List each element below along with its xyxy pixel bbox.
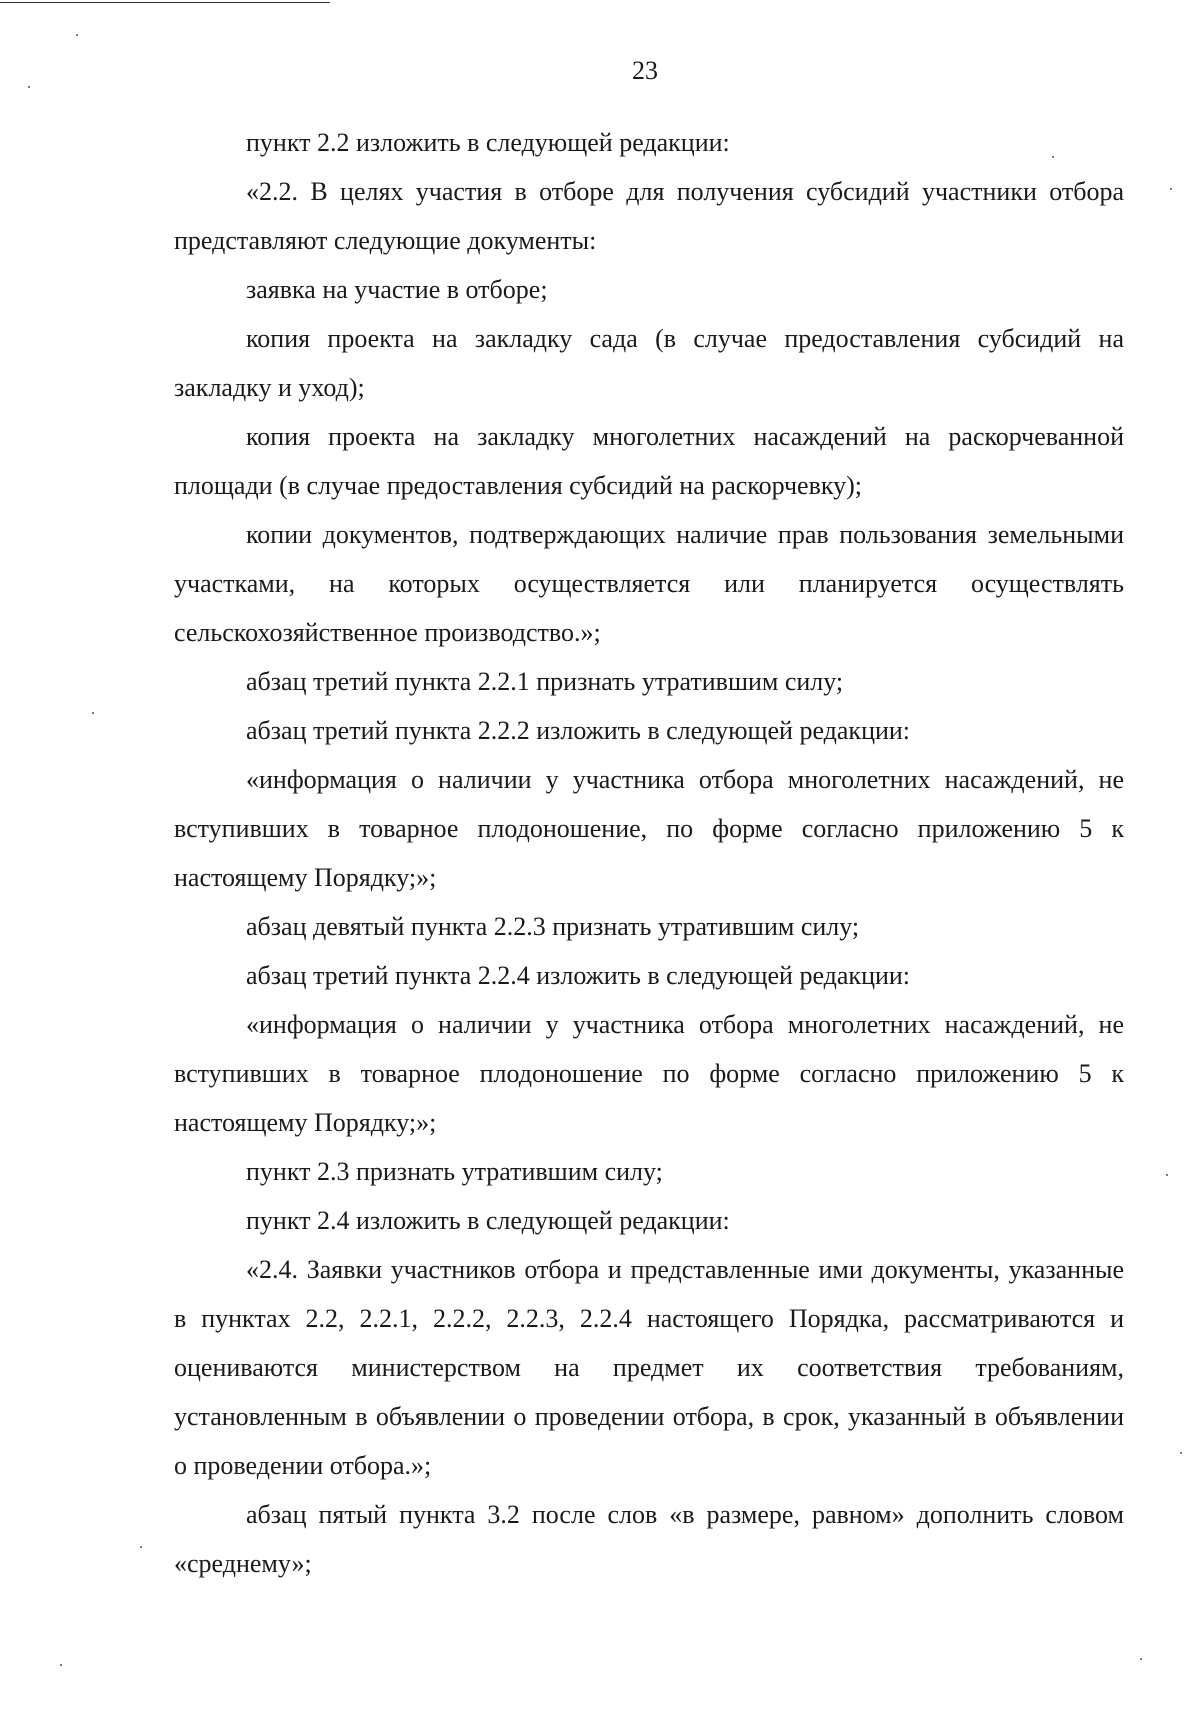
paragraph: заявка на участие в отборе; <box>246 275 548 304</box>
page-number: 23 <box>632 56 658 85</box>
paragraph: абзац третий пункта 2.2.1 признать утратившим силу; <box>246 667 844 696</box>
paragraph: абзац девятый пункта 2.2.3 признать утратившим силу; <box>246 912 860 941</box>
paragraph: абзац пятый пункта 3.2 после слов «в размере, равном» дополнить словом «среднему»; <box>174 1500 1124 1578</box>
scan-speck <box>140 1546 142 1548</box>
scan-speck <box>60 1664 62 1666</box>
paragraph: «информация о наличии у участника отбора многолетних насаждений, не вступивших в товарное плодоношение, по форме согласно приложению 5 к настоящему Порядку;»; <box>174 765 1124 892</box>
scan-speck <box>1170 188 1172 190</box>
paragraph: абзац третий пункта 2.2.4 изложить в следующей редакции: <box>246 961 911 990</box>
paragraph: «2.4. Заявки участников отбора и представленные ими документы, указанные в пунктах 2.2, 2.2.1, 2.2.2, 2.2.3, 2.2.4 настоящего Порядка, рассматриваются и оцениваются министерством на предмет их соответствия требованиям, установленным в объявлении о проведении отбора, в срок, указанный в объявлении о проведении отбора.»; <box>174 1255 1124 1480</box>
paragraph: «2.2. В целях участия в отборе для получения субсидий участники отбора представляют следующие документы: <box>174 177 1124 255</box>
paragraph: пункт 2.4 изложить в следующей редакции: <box>246 1206 730 1235</box>
paragraph: пункт 2.2 изложить в следующей редакции: <box>246 128 730 157</box>
paragraph: «информация о наличии у участника отбора многолетних насаждений, не вступивших в товарное плодоношение по форме согласно приложению 5 к настоящему Порядку;»; <box>174 1010 1124 1137</box>
document-body <box>174 118 1124 1588</box>
scan-speck <box>1166 1174 1168 1176</box>
scan-speck <box>1180 1452 1182 1454</box>
paragraph: копии документов, подтверждающих наличие прав пользования земельными участками, на которых осуществляется или планируется осуществлять сельскохозяйственное производство.»; <box>174 520 1124 647</box>
scan-speck <box>28 86 30 88</box>
paragraph: копия проекта на закладку многолетних насаждений на раскорчеванной площади (в случае предоставления субсидий на раскорчевку); <box>174 422 1124 500</box>
scan-speck <box>76 34 78 36</box>
paragraph: пункт 2.3 признать утратившим силу; <box>246 1157 663 1186</box>
paragraph: копия проекта на закладку сада (в случае предоставления субсидий на закладку и уход); <box>174 324 1124 402</box>
scan-speck <box>92 712 94 714</box>
paragraph: абзац третий пункта 2.2.2 изложить в следующей редакции: <box>246 716 911 745</box>
scan-speck <box>1140 1658 1142 1660</box>
scan-speck <box>1052 156 1054 158</box>
top-rule <box>0 2 330 3</box>
